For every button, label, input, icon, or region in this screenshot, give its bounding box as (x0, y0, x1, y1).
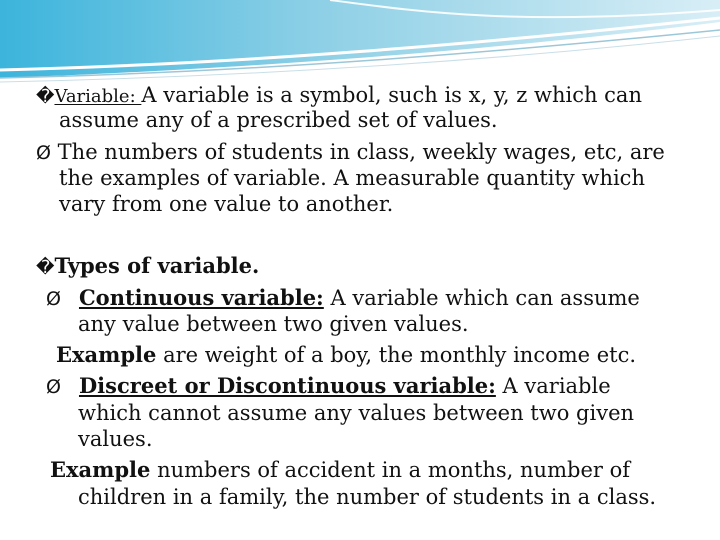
discrete-text-1: A variable (495, 374, 611, 398)
continuous-line-2 (78, 311, 469, 337)
continuous-line-1 (46, 285, 640, 312)
arrow-bullet-icon: Ø (46, 376, 61, 398)
discrete-term: Discreet or Discontinuous variable: (78, 373, 496, 398)
discrete-line-2 (78, 400, 634, 426)
example-line-2 (59, 165, 645, 191)
box-bullet-icon: � (36, 257, 55, 278)
definition-text-1: A variable is a symbol, such is x, y, z which can (141, 83, 642, 107)
discrete-line-3 (78, 426, 153, 452)
types-heading-line (36, 253, 259, 281)
discrete-text-3: values. (78, 427, 153, 451)
definition-text-2: assume any of a prescribed set of values. (59, 108, 498, 132)
example2-text-1: numbers of accident in a months, number of (150, 458, 630, 482)
example1-line (56, 342, 636, 368)
example-text-1: The numbers of students in class, weekly wages, etc, are (57, 140, 665, 164)
example-line-1 (36, 139, 665, 166)
example2-text-2: children in a family, the number of students in a class. (78, 485, 657, 509)
example2-line-2 (78, 484, 656, 510)
continuous-text-2: any value between two given values. (78, 312, 469, 336)
example-text-3: vary from one value to another. (59, 192, 394, 216)
arrow-bullet-icon: Ø (36, 142, 51, 164)
discrete-text-2: which cannot assume any values between two given (78, 401, 635, 425)
example1-text: are weight of a boy, the monthly income etc. (156, 343, 637, 367)
discrete-line-1 (46, 373, 611, 400)
arrow-bullet-icon: Ø (46, 288, 61, 310)
box-bullet-icon: � (36, 86, 55, 107)
continuous-term: Continuous variable: (78, 285, 324, 310)
example-text-2: the examples of variable. A measurable quantity which (59, 166, 645, 190)
example2-line-1 (50, 457, 630, 483)
types-heading: Types of variable. (54, 253, 260, 278)
example-line-3 (59, 191, 393, 217)
continuous-text-1: A variable which can assume (323, 286, 640, 310)
definition-line-1 (36, 82, 642, 110)
definition-line-2 (59, 107, 498, 133)
example2-label: Example (50, 457, 151, 482)
variable-term: Variable: (54, 86, 142, 107)
example1-label: Example (56, 342, 157, 367)
